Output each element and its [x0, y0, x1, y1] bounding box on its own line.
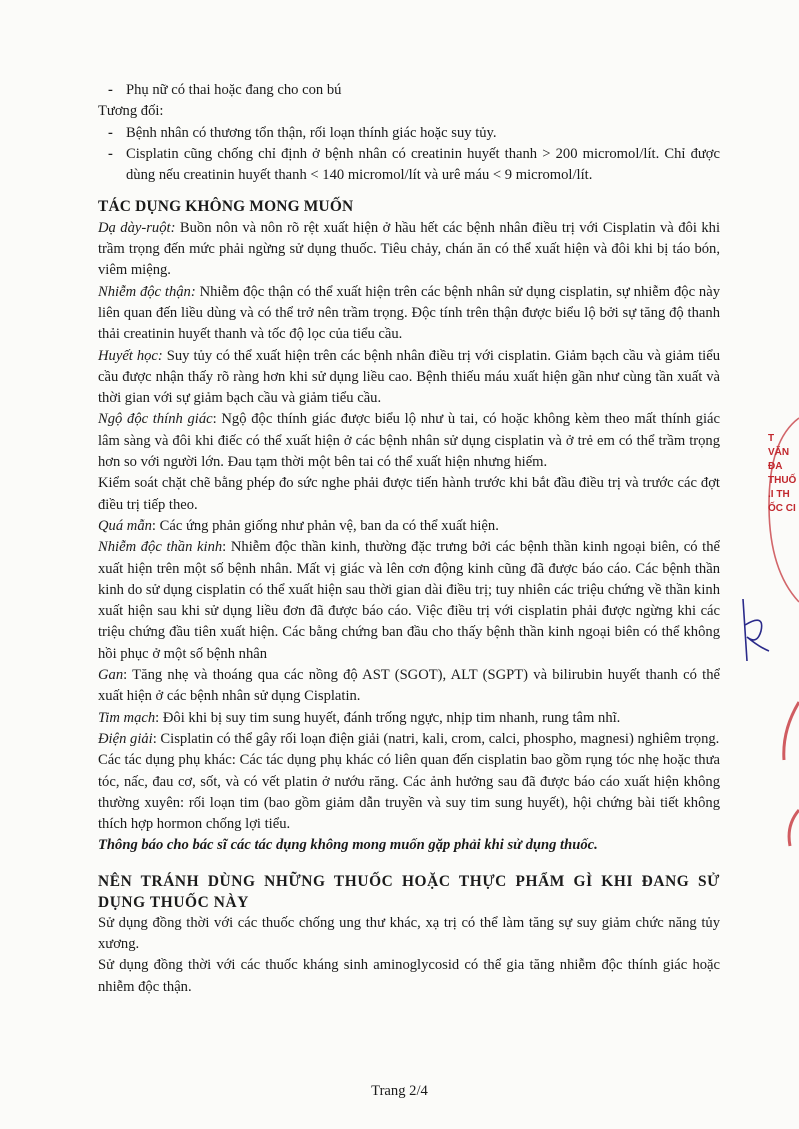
document-page	[98, 80, 720, 998]
stamp-fragment-lower	[776, 700, 799, 850]
section-heading-avoid: NÊN TRÁNH DÙNG NHỮNG THUỐC HOẶC THỰC PHẨM GÌ KHI ĐANG SỬ DỤNG THUỐC NÀY	[98, 872, 720, 911]
bullet-item: - Bệnh nhân có thương tổn thận, rối loạn thính giác hoặc suy tủy.	[108, 124, 497, 141]
paragraph-neurotoxicity: Nhiễm độc thần kinh: Nhiễm độc thần kinh, thường đặc trưng bởi các bệnh thần kinh ngoại biên, có thể xuất hiện trên một số bệnh nhân. Mất vị giác và lên cơn động kinh cũng đã được báo cáo. Các bệnh thần kinh do sử dụng cisplatin có thể xuất hiện sau thời gian dài điều trị; tuy nhiên các triệu chứng về thần kinh xuất hiện sau khi sử dụng liều đơn đã được báo cáo. Việc điều trị với cisplatin phải được ngừng khi các triệu chứng đầu tiên xuất hiện. Các bằng chứng ban đầu cho thấy bệnh thần kinh ngoại biên có thể không hồi phục ở một số bệnh nhân	[98, 539, 720, 662]
paragraph-other-effects: Các tác dụng phụ khác: Các tác dụng phụ khác có liên quan đến cisplatin bao gồm rụng tóc nhẹ hoặc thưa tóc, nấc, đau cơ, sốt, và có vết platin ở nướu răng. Các ảnh hưởng sau đã được báo cáo xuất hiện không thường xuyên: rối loạn tim (bao gồm giảm dẫn truyền và suy tim sung huyết), hội chứng bài tiết không thích hợp hormon chống lợi tiểu.	[98, 752, 720, 833]
paragraph-ototoxicity: Ngộ độc thính giác: Ngộ độc thính giác được biểu lộ như ù tai, có hoặc không kèm theo mất thính giác lâm sàng và đôi khi điếc có thể xuất hiện ở các bệnh nhân sử dụng cisplatin và ở trẻ em có thể trầm trọng hơn so với người lớn. Đau tạm thời một bên tai có thể xuất hiện nhưng hiếm.	[98, 411, 720, 471]
paragraph-renal: Nhiễm độc thận: Nhiễm độc thận có thể xuất hiện trên các bệnh nhân sử dụng cisplatin, sự nhiễm độc này liên quan đến liều dùng và có thể trở nên trầm trọng. Độc tính trên thận được biểu lộ bởi sự tăng độ thanh thải creatinin huyết thanh và tốc độ lọc của tiểu cầu.	[98, 283, 720, 343]
paragraph-gi: Dạ dày-ruột: Buồn nôn và nôn rõ rệt xuất hiện ở hầu hết các bệnh nhân điều trị với Cisplatin và đôi khi trầm trọng đến mức phải ngừng sử dụng thuốc. Tiêu chảy, chán ăn có thể xuất hiện và đôi khi bị táo bón, viêm miệng.	[98, 219, 720, 279]
paragraph-avoid-1: Sử dụng đồng thời với các thuốc chống ung thư khác, xạ trị có thể làm tăng sự suy giảm chức năng tủy xương.	[98, 914, 720, 952]
signature-mark	[735, 595, 775, 665]
paragraph-avoid-2: Sử dụng đồng thời với các thuốc kháng sinh aminoglycosid có thể gia tăng nhiễm độc thính giác hoặc nhiễm độc thận.	[98, 957, 720, 995]
stamp-circle-arc	[755, 410, 799, 610]
notice-note: Thông báo cho bác sĩ các tác dụng không mong muốn gặp phải khi sử dụng thuốc.	[98, 837, 598, 854]
section-heading-adverse-effects: TÁC DỤNG KHÔNG MONG MUỐN	[98, 198, 354, 216]
stamp-text: T VĂN ĐA THUỐ .I TH ỐC CI	[768, 433, 797, 514]
page-number: Trang 2/4	[371, 1083, 428, 1099]
relative-label: Tương đối:	[98, 103, 164, 120]
paragraph-liver: Gan: Tăng nhẹ và thoáng qua các nồng độ AST (SGOT), ALT (SGPT) và bilirubin huyết thanh có thể xuất hiện ở các bệnh nhân sử dụng Cisplatin.	[98, 667, 720, 705]
paragraph-hearing-test: Kiểm soát chặt chẽ bằng phép đo sức nghe phải được tiến hành trước khi bắt đầu điều trị và trước các đợt điều trị tiếp theo.	[98, 475, 720, 513]
paragraph-hypersensitivity: Quá mẫn: Các ứng phản giống như phản vệ, ban da có thể xuất hiện.	[98, 517, 499, 534]
paragraph-hematology: Huyết học: Suy tủy có thể xuất hiện trên các bệnh nhân điều trị với cisplatin. Giảm bạch cầu và giảm tiểu cầu được nhận thấy rõ ràng hơn khi sử dụng liều cao. Bệnh thiếu máu xuất hiện gần như cùng tần xuất và thời gian với sự giảm bạch cầu và giảm tiểu cầu.	[98, 347, 720, 407]
paragraph-electrolytes: Điện giải: Cisplatin có thể gây rối loạn điện giải (natri, kali, crom, calci, phospho, magnesi) nghiêm trọng.	[98, 730, 720, 747]
paragraph-cardio: Tim mạch: Đôi khi bị suy tim sung huyết, đánh trống ngực, nhịp tim nhanh, rung tâm nhĩ.	[98, 709, 621, 726]
bullet-item: - Phụ nữ có thai hoặc đang cho con bú	[108, 82, 342, 98]
bullet-item: - Cisplatin cũng chống chỉ định ở bệnh nhân có creatinin huyết thanh > 200 micromol/lít. Chỉ được dùng nếu creatinin huyết thanh < 140 micromol/lít và urê máu < 9 micromol/lít.	[108, 145, 720, 184]
